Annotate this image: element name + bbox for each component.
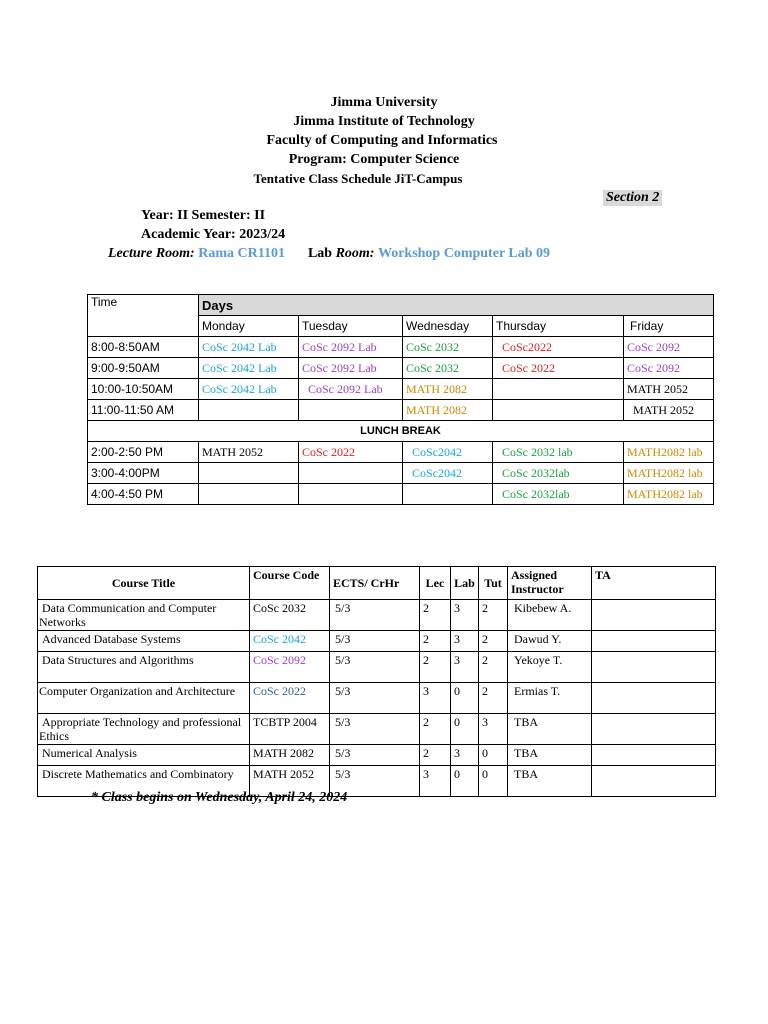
schedule-title: Tentative Class Schedule JiT-Campus xyxy=(253,171,463,186)
lunch-break: LUNCH BREAK xyxy=(88,421,714,442)
course-tut-cell: 3 xyxy=(479,714,508,745)
time-slot: 4:00-4:50 PM xyxy=(88,484,199,505)
course-lab-cell: 3 xyxy=(451,600,479,631)
schedule-cell xyxy=(199,400,299,421)
schedule-cell: CoSc2022 xyxy=(493,337,624,358)
timetable-row xyxy=(88,400,714,421)
timetable-row xyxy=(88,484,714,505)
time-header: Time xyxy=(88,295,199,337)
course-code-cell: CoSc 2022 xyxy=(250,683,330,714)
schedule-cell xyxy=(199,463,299,484)
schedule-cell xyxy=(493,400,624,421)
course-code-cell: MATH 2052 xyxy=(250,766,330,797)
schedule-cell: CoSc 2042 Lab xyxy=(199,379,299,400)
course-instructor-cell: TBA xyxy=(508,714,592,745)
room-line xyxy=(108,246,550,262)
course-row xyxy=(38,652,716,683)
schedule-cell: CoSc 2092 Lab xyxy=(299,379,403,400)
course-instructor-cell: Ermias T. xyxy=(508,683,592,714)
instructor-header: Assigned Instructor xyxy=(508,567,592,600)
course-ta-cell xyxy=(592,714,716,745)
schedule-cell: CoSc 2092 xyxy=(624,337,714,358)
schedule-cell xyxy=(493,379,624,400)
course-lec-cell: 2 xyxy=(420,714,451,745)
day-header: Friday xyxy=(624,316,714,337)
schedule-cell: MATH 2052 xyxy=(624,400,714,421)
course-ects-cell: 5/3 xyxy=(330,683,420,714)
course-lec-cell: 2 xyxy=(420,600,451,631)
day-header: Thursday xyxy=(493,316,624,337)
course-title-cell: Data Communication and Computer Networks xyxy=(38,600,250,631)
course-lec-cell: 2 xyxy=(420,652,451,683)
academic-year: Academic Year: 2023/24 xyxy=(141,227,286,242)
course-ects-cell: 5/3 xyxy=(330,714,420,745)
schedule-cell: MATH 2082 xyxy=(403,379,493,400)
course-instructor-cell: Kibebew A. xyxy=(508,600,592,631)
schedule-cell: MATH2082 lab xyxy=(624,484,714,505)
course-ta-cell xyxy=(592,745,716,766)
course-instructor-cell: TBA xyxy=(508,745,592,766)
schedule-cell: CoSc 2092 Lab xyxy=(299,358,403,379)
course-instructor-cell: TBA xyxy=(508,766,592,797)
course-ta-cell xyxy=(592,766,716,797)
schedule-cell: CoSc 2092 Lab xyxy=(299,337,403,358)
time-slot: 10:00-10:50AM xyxy=(88,379,199,400)
day-header: Monday xyxy=(199,316,299,337)
course-ta-cell xyxy=(592,652,716,683)
lab-header: Lab xyxy=(451,567,479,600)
course-title-header: Course Title xyxy=(38,567,250,600)
course-ta-cell xyxy=(592,631,716,652)
schedule-cell: CoSc2042 xyxy=(403,463,493,484)
course-lec-cell: 2 xyxy=(420,745,451,766)
day-header: Wednesday xyxy=(403,316,493,337)
course-row xyxy=(38,631,716,652)
course-tut-cell: 2 xyxy=(479,683,508,714)
schedule-cell xyxy=(403,484,493,505)
course-title-cell: Numerical Analysis xyxy=(38,745,250,766)
course-ects-cell: 5/3 xyxy=(330,652,420,683)
year-semester: Year: II Semester: II xyxy=(141,208,266,223)
time-slot: 11:00-11:50 AM xyxy=(88,400,199,421)
schedule-cell xyxy=(299,484,403,505)
course-code-cell: CoSc 2042 xyxy=(250,631,330,652)
schedule-cell xyxy=(299,463,403,484)
course-title-cell: Data Structures and Algorithms xyxy=(38,652,250,683)
course-ects-cell: 5/3 xyxy=(330,766,420,797)
lab-room-label: Room: xyxy=(335,246,375,261)
timetable-row xyxy=(88,337,714,358)
course-lab-cell: 0 xyxy=(451,766,479,797)
course-tut-cell: 2 xyxy=(479,652,508,683)
course-row xyxy=(38,714,716,745)
timetable-row xyxy=(88,358,714,379)
schedule-cell: CoSc 2042 Lab xyxy=(199,337,299,358)
schedule-cell: MATH2082 lab xyxy=(624,442,714,463)
course-lab-cell: 3 xyxy=(451,631,479,652)
time-slot: 2:00-2:50 PM xyxy=(88,442,199,463)
course-lab-cell: 3 xyxy=(451,652,479,683)
faculty-name: Faculty of Computing and Informatics xyxy=(266,133,498,148)
ects-header: ECTS/ CrHr xyxy=(330,567,420,600)
course-ects-cell: 5/3 xyxy=(330,631,420,652)
schedule-cell: CoSc 2042 Lab xyxy=(199,358,299,379)
course-ects-cell: 5/3 xyxy=(330,600,420,631)
course-lab-cell: 0 xyxy=(451,714,479,745)
institute-name: Jimma Institute of Technology xyxy=(293,114,475,129)
day-header: Tuesday xyxy=(299,316,403,337)
course-instructor-cell: Yekoye T. xyxy=(508,652,592,683)
schedule-cell xyxy=(299,400,403,421)
schedule-cell: CoSc 2032lab xyxy=(493,484,624,505)
schedule-cell: CoSc2042 xyxy=(403,442,493,463)
course-row xyxy=(38,600,716,631)
course-tut-cell: 2 xyxy=(479,631,508,652)
course-lab-cell: 0 xyxy=(451,683,479,714)
course-tut-cell: 0 xyxy=(479,745,508,766)
course-title-cell: Computer Organization and Architecture xyxy=(38,683,250,714)
course-code-cell: MATH 2082 xyxy=(250,745,330,766)
schedule-cell: MATH2082 lab xyxy=(624,463,714,484)
course-ects-cell: 5/3 xyxy=(330,745,420,766)
course-lec-cell: 3 xyxy=(420,683,451,714)
timetable-row xyxy=(88,379,714,400)
lecture-room-label: Lecture Room: xyxy=(108,246,195,261)
university-name: Jimma University xyxy=(330,95,438,110)
schedule-cell: CoSc 2092 xyxy=(624,358,714,379)
days-header: Days xyxy=(199,295,714,316)
course-tut-cell: 2 xyxy=(479,600,508,631)
timetable-row xyxy=(88,442,714,463)
course-code-cell: CoSc 2032 xyxy=(250,600,330,631)
course-lec-cell: 2 xyxy=(420,631,451,652)
schedule-cell: CoSc 2022 xyxy=(299,442,403,463)
schedule-cell: MATH 2052 xyxy=(624,379,714,400)
schedule-cell xyxy=(199,484,299,505)
course-ta-cell xyxy=(592,683,716,714)
lecture-room-value: Rama CR1101 xyxy=(198,246,285,261)
course-title-cell: Advanced Database Systems xyxy=(38,631,250,652)
course-table xyxy=(37,566,716,797)
ta-header: TA xyxy=(592,567,716,600)
course-code-cell: CoSc 2092 xyxy=(250,652,330,683)
schedule-cell: MATH 2052 xyxy=(199,442,299,463)
lab-label: Lab xyxy=(307,246,333,261)
schedule-cell: MATH 2082 xyxy=(403,400,493,421)
course-row xyxy=(38,745,716,766)
schedule-cell: CoSc 2032lab xyxy=(493,463,624,484)
schedule-cell: CoSc 2032 xyxy=(403,337,493,358)
program-name: Program: Computer Science xyxy=(288,152,460,167)
course-code-header: Course Code xyxy=(250,567,330,600)
course-ta-cell xyxy=(592,600,716,631)
course-code-cell: TCBTP 2004 xyxy=(250,714,330,745)
lab-room-value: Workshop Computer Lab 09 xyxy=(377,246,551,261)
time-slot: 9:00-9:50AM xyxy=(88,358,199,379)
course-title-cell: Discrete Mathematics and Combinatory xyxy=(38,766,250,797)
schedule-cell: CoSc 2032 xyxy=(403,358,493,379)
course-lab-cell: 3 xyxy=(451,745,479,766)
timetable-row xyxy=(88,463,714,484)
course-row xyxy=(38,683,716,714)
class-start-note: * Class begins on Wednesday, April 24, 2024 xyxy=(91,790,348,805)
schedule-cell: CoSc 2022 xyxy=(493,358,624,379)
lec-header: Lec xyxy=(420,567,451,600)
course-tut-cell: 0 xyxy=(479,766,508,797)
time-slot: 8:00-8:50AM xyxy=(88,337,199,358)
course-lec-cell: 3 xyxy=(420,766,451,797)
time-slot: 3:00-4:00PM xyxy=(88,463,199,484)
section-label: Section 2 xyxy=(603,190,662,206)
tut-header: Tut xyxy=(479,567,508,600)
course-title-cell: Appropriate Technology and professional Ethics xyxy=(38,714,250,745)
schedule-cell: CoSc 2032 lab xyxy=(493,442,624,463)
course-instructor-cell: Dawud Y. xyxy=(508,631,592,652)
timetable xyxy=(87,294,714,505)
